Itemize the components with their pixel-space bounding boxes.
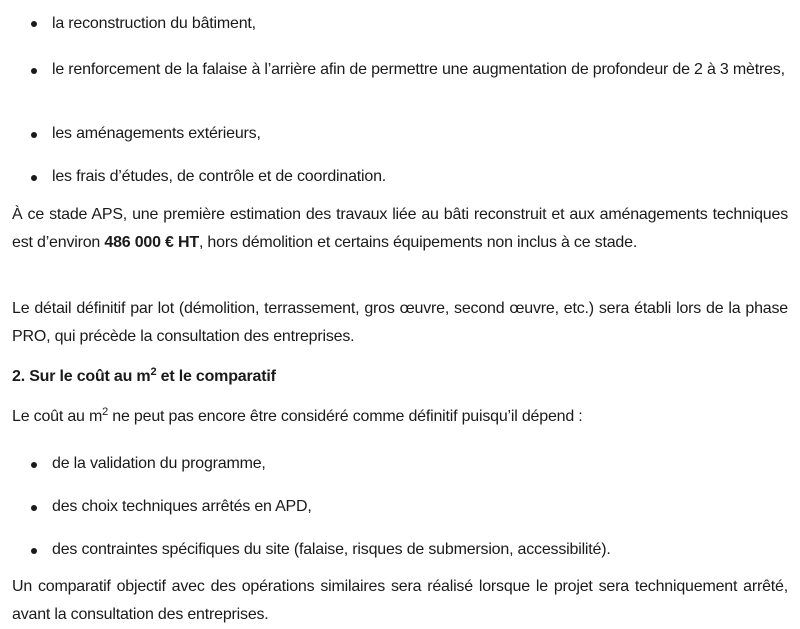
bullet-icon	[31, 462, 37, 468]
list-item-text: de la validation du programme,	[52, 455, 266, 472]
conclusion-paragraph: Un comparatif objectif avec des opérations similaires sera réalisé lorsque le projet sera techniquement arrêté, avant la consultation des entreprises.	[12, 578, 788, 623]
list-item-text: des choix techniques arrêtés en APD,	[52, 498, 312, 515]
estimation-text-after: , hors démolition et certains équipements non inclus à ce stade.	[198, 233, 638, 251]
cost-intro-paragraph	[12, 403, 788, 431]
bullet-icon	[31, 68, 37, 74]
list-item-text: des contraintes spécifiques du site (falaise, risques de submersion, accessibilité).	[52, 541, 611, 558]
intro-text: Le coût au m	[12, 408, 103, 425]
bullet-icon	[31, 548, 37, 554]
list-item-text: les aménagements extérieurs,	[52, 125, 261, 142]
estimation-text-before: À ce stade APS, une première estimation des travaux liée au bâti reconstruit et aux aménagements techniques est d’environ	[12, 206, 788, 251]
bullet-icon	[31, 505, 37, 511]
bullet-icon	[31, 132, 37, 138]
bullet-icon	[31, 21, 37, 27]
list-item-text: les frais d’études, de contrôle et de coordination.	[52, 168, 387, 185]
intro-superscript: 2	[102, 406, 109, 418]
list-item-text: le renforcement de la falaise à l’arrière afin de permettre une augmentation de profondeur de 2 à 3 mètres,	[52, 61, 785, 78]
heading-text-end: et le comparatif	[156, 368, 276, 385]
bullet-icon	[31, 175, 37, 181]
heading-superscript: 2	[150, 366, 157, 378]
heading-text: 2. Sur le coût au m	[12, 368, 151, 385]
estimation-paragraph	[12, 201, 788, 256]
intro-text-end: ne peut pas encore être considéré comme définitif puisqu’il dépend :	[108, 408, 583, 425]
detail-paragraph: Le détail définitif par lot (démolition, terrassement, gros œuvre, second œuvre, etc.) sera établi lors de la phase PRO, qui précède la consultation des entreprises.	[12, 300, 788, 345]
list-item-text: la reconstruction du bâtiment,	[52, 15, 256, 32]
section-heading	[12, 366, 276, 388]
estimation-amount: 486 000 € HT	[104, 233, 199, 251]
